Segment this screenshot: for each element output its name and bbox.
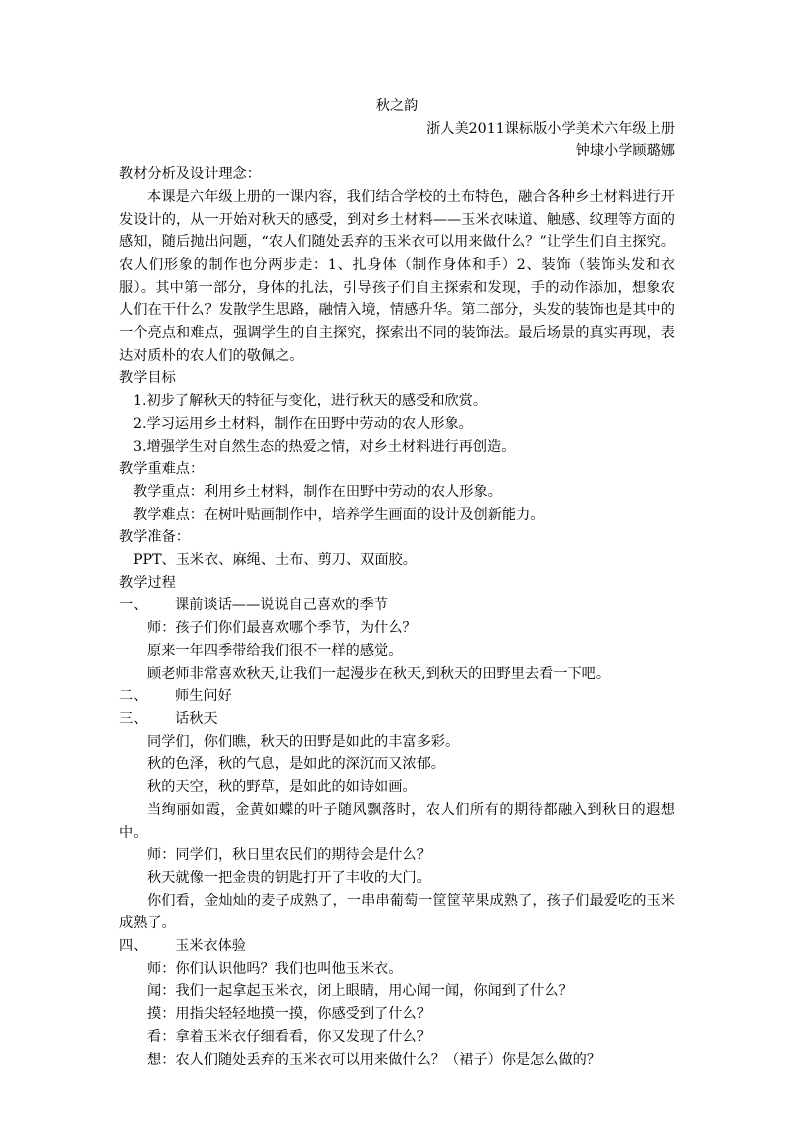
section-line: 闻：我们一起拿起玉米衣，闭上眼睛，用心闻一闻，你闻到了什么？ [147, 983, 573, 1000]
goal-item-3: 3.增强学生对自然生态的热爱之情，对乡土材料进行再创造。 [133, 438, 516, 455]
section-line: 师：你们认识他吗？我们也叫他玉米衣。 [147, 960, 403, 977]
section-line: 原来一年四季带给我们很不一样的感觉。 [147, 642, 403, 659]
section-heading [119, 685, 675, 708]
section-number: 一、 [119, 597, 148, 614]
section-number: 四、 [119, 938, 148, 955]
section-line: 秋的天空，秋的野草，是如此的如诗如画。 [147, 779, 417, 796]
section-line: 摸：用指尖轻轻地摸一摸，你感受到了什么？ [147, 1006, 431, 1023]
section-line: 同学们，你们瞧，秋天的田野是如此的丰富多彩。 [147, 733, 460, 750]
section-line: 顾老师非常喜欢秋天,让我们一起漫步在秋天,到秋天的田野里去看一下吧。 [147, 665, 611, 682]
goals-heading: 教学目标 [119, 370, 176, 387]
section-line: 当绚丽如霞，金黄如蝶的叶子随风飘落时，农人们所有的期待都融入到秋日的遐想中。 [119, 801, 675, 841]
keypoints-heading: 教学重难点： [119, 461, 205, 478]
doc-author: 钟埭小学顾璐娜 [575, 143, 675, 160]
document-page [119, 95, 675, 1071]
section-line: 秋的色泽，秋的气息，是如此的深沉而又浓郁。 [147, 756, 445, 773]
section-line: 看：拿着玉米衣仔细看看，你又发现了什么？ [147, 1028, 431, 1045]
keypoint-difficulty: 教学难点：在树叶贴画制作中，培养学生画面的设计及创新能力。 [133, 506, 545, 523]
goal-item-1: 1.初步了解秋天的特征与变化，进行秋天的感受和欣赏。 [133, 393, 488, 410]
doc-title: 秋之韵 [375, 98, 419, 114]
prep-list: PPT、玉米衣、麻绳、土布、剪刀、双面胶。 [133, 552, 417, 569]
section-number: 二、 [119, 688, 148, 705]
keypoint-focus: 教学重点：利用乡土材料，制作在田野中劳动的农人形象。 [133, 483, 502, 500]
section-number: 三、 [119, 710, 148, 727]
analysis-heading: 教材分析及设计理念： [119, 166, 261, 183]
prep-heading: 教学准备： [119, 529, 190, 546]
section-heading [119, 708, 675, 731]
section-title: 课前谈话——说说自己喜欢的季节 [175, 597, 388, 614]
section-title: 师生问好 [175, 688, 232, 705]
section-line: 师：孩子们你们最喜欢哪个季节，为什么？ [147, 620, 417, 637]
section-line: 师：同学们，秋日里农民们的期待会是什么？ [147, 847, 431, 864]
section-title: 话秋天 [175, 710, 218, 727]
section-heading [119, 594, 675, 617]
goal-item-2: 2.学习运用乡土材料，制作在田野中劳动的农人形象。 [133, 415, 473, 432]
section-line: 秋天就像一把金贵的钥匙打开了丰收的大门。 [147, 869, 431, 886]
section-title: 玉米衣体验 [175, 938, 246, 955]
section-line: 你们看，金灿灿的麦子成熟了，一串串葡萄一筐筐苹果成熟了，孩子们最爱吃的玉米成熟了。 [119, 892, 675, 932]
doc-subtitle: 浙人美2011课标版小学美术六年级上册 [426, 120, 675, 137]
section-line: 想：农人们随处丢弃的玉米衣可以用来做什么？（裙子）你是怎么做的？ [147, 1051, 602, 1068]
process-heading: 教学过程 [119, 574, 176, 591]
analysis-body: 本课是六年级上册的一课内容，我们结合学校的土布特色，融合各种乡土材料进行开发设计的，从一开始对秋天的感受，到对乡土材料——玉米衣味道、触感、纹理等方面的感知，随后抛出问题，“农人们随处丢弃的玉米衣可以用来做什么？”让学生们自主探究。农人们形象的制作也分两步走：1、扎身体（制作身体和手）2、装饰（装饰头发和衣服）。其中第一部分，身体的扎法，引导孩子们自主探索和发现，手的动作添加，想象农人们在干什么？发散学生思路，融情入境，情感升华。第二部分，头发的装饰也是其中的一个亮点和难点，强调学生的自主探究，探索出不同的装饰法。最后场景的真实再现，表达对质朴的农人们的敬佩之。 [119, 188, 675, 364]
section-heading [119, 935, 675, 958]
